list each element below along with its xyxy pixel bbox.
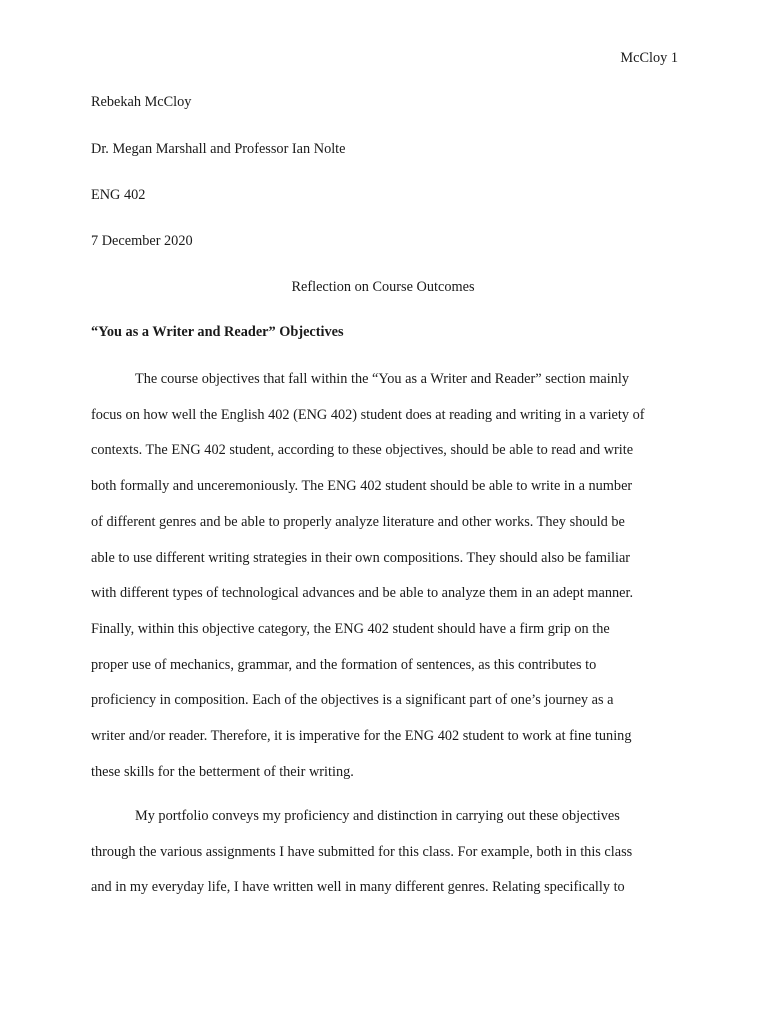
section-heading: “You as a Writer and Reader” Objectives <box>91 324 344 340</box>
paragraph-line: writer and/or reader. Therefore, it is imperative for the ENG 402 student to work at fine tuning <box>91 728 632 745</box>
date-line-wrap <box>91 229 663 253</box>
course-line-wrap <box>91 183 663 207</box>
instructor-names: Dr. Megan Marshall and Professor Ian Nolte <box>91 141 346 157</box>
paragraph-line: and in my everyday life, I have written well in many different genres. Relating specifically to <box>91 879 625 896</box>
paragraph-line: focus on how well the English 402 (ENG 402) student does at reading and writing in a variety of <box>91 406 645 423</box>
course-name: ENG 402 <box>91 187 146 203</box>
paragraph-line: through the various assignments I have submitted for this class. For example, both in this class <box>91 843 633 860</box>
paragraph-2 <box>91 799 663 906</box>
paragraph-line: proficiency in composition. Each of the objectives is a significant part of one’s journey as a <box>91 692 614 709</box>
paragraph-line: Finally, within this objective category, the ENG 402 student should have a firm grip on the <box>91 620 610 637</box>
section-heading-wrap <box>91 320 663 344</box>
document-title: Reflection on Course Outcomes <box>291 279 475 295</box>
paragraph-line: of different genres and be able to properly analyze literature and other works. They should be <box>91 513 625 530</box>
document-date: 7 December 2020 <box>91 233 193 249</box>
paragraph-line: able to use different writing strategies in their own compositions. They should also be familiar <box>91 549 631 566</box>
paragraph-line: both formally and unceremoniously. The ENG 402 student should be able to write in a number <box>91 478 633 495</box>
paragraph-line: My portfolio conveys my proficiency and distinction in carrying out these objectives <box>135 808 620 824</box>
paragraph-line: these skills for the betterment of their writing. <box>91 763 354 780</box>
instructor-line-wrap <box>91 137 663 161</box>
paragraph-line: contexts. The ENG 402 student, according to these objectives, should be able to read and write <box>91 442 634 459</box>
paragraph-line: with different types of technological advances and be able to analyze them in an adept manner. <box>91 585 634 602</box>
author-name: Rebekah McCloy <box>91 94 192 110</box>
author-heading-block <box>91 90 663 114</box>
paragraph-1 <box>91 362 663 790</box>
paragraph-line: proper use of mechanics, grammar, and the formation of sentences, as this contributes to <box>91 656 597 673</box>
paragraph-line: The course objectives that fall within the “You as a Writer and Reader” section mainly <box>135 371 629 387</box>
running-header-page-number: McCloy 1 <box>620 50 678 66</box>
